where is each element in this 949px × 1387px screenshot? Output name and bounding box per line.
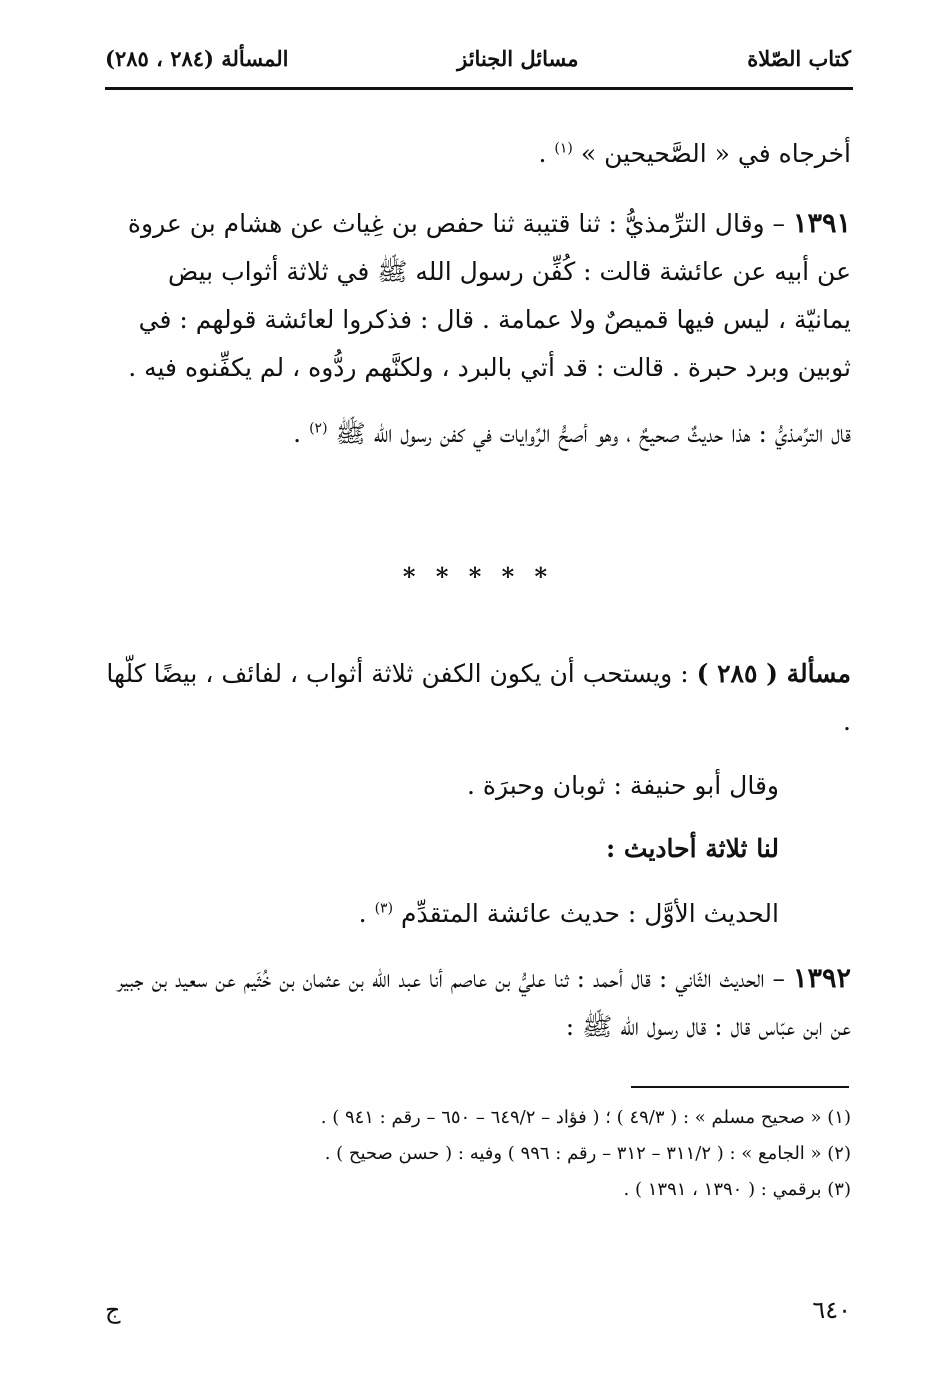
tirmidhi-end: . — [293, 419, 310, 448]
hadith-number-1392: ١٣٩٢ — [792, 963, 851, 994]
first-hadith-text: الحديث الأوَّل : حديث عائشة المتقدِّم — [400, 899, 779, 928]
paragraph-abu-hanifa — [105, 762, 851, 810]
paragraph-tirmidhi — [105, 410, 851, 458]
akhrajah-end: . — [538, 139, 555, 168]
paragraph-akhrajah — [105, 130, 851, 178]
page-footer — [105, 1290, 851, 1330]
first-hadith-end: . — [358, 899, 375, 928]
footnote-ref-2: (٢) — [309, 420, 328, 437]
page-number: ٦٤٠ — [812, 1296, 851, 1324]
section-separator: * * * * * — [402, 562, 554, 591]
footnote-2: (٢) « الجامع » : ( ٣١١/٢ – ٣١٢ – رقم : ٩٩٦ ) وفيه : ( حسن صحيح ) . — [324, 1143, 851, 1164]
header-issue-range: المسألة (٢٨٤ ، ٢٨٥) — [105, 45, 289, 71]
running-header — [105, 38, 851, 78]
hadith-1391 — [105, 200, 851, 392]
header-book-title: كتاب الصّلاة — [747, 45, 851, 71]
header-divider — [105, 87, 853, 90]
paragraph-three-hadiths — [105, 825, 851, 873]
issue-285-text: : ويستحب أن يكون الكفن ثلاثة أثواب ، لفائف ، بيضًا كلّها . — [106, 659, 851, 736]
footnote-ref-3: (٣) — [374, 900, 394, 917]
issue-285-label: مسألة ( ٢٨٥ ) — [696, 659, 851, 688]
hadith-1392-text: – الحديث الثّاني : قال أحمد : ثنا عليُّ بن عاصم أنا عبد الله بن عثمان بن خُثَيم عن سعيد بن جبير عن ابن عبّاس قال : قال رسول الله ﷺ : — [117, 964, 851, 1041]
hadith-1391-text: – وقال الترِّمذيُّ : ثنا قتيبة ثنا حفص بن غِياث عن هشام بن عروة عن أبيه عن عائشة قالت : كُفِّن رسول الله ﷺ في ثلاثة أثواب بيض يمانيّة ، ليس فيها قميصٌ ولا عمامة . قال : فذكروا لعائشة قولهم : في ثوبين وبرد حبرة . قالت : قد أتي بالبرد ، ولكنَّهم ردُّوه ، لم يكفِّنوه فيه . — [127, 209, 851, 382]
akhrajah-text: أخرجاه في « الصَّحيحين » — [580, 139, 851, 168]
footnote-1: (١) « صحيح مسلم » : ( ٤٩/٣ ) ؛ ( فؤاد – ٦٤٩/٢ – ٦٥٠ – رقم : ٩٤١ ) . — [320, 1107, 851, 1128]
paragraph-first-hadith — [105, 890, 851, 938]
tirmidhi-text: قال الترِّمذيُّ : هذا حديثٌ صحيحٌ ، وهو أصحُّ الرِّوايات في كفن رسول الله ﷺ — [335, 419, 851, 448]
signature-mark: ج — [105, 1296, 121, 1324]
footnote-3: (٣) برقمي : ( ١٣٩٠ ، ١٣٩١ ) . — [623, 1179, 851, 1200]
issue-285 — [105, 650, 851, 746]
footnotes — [105, 1100, 851, 1208]
abu-hanifa-text: وقال أبو حنيفة : ثوبان وحبرَة . — [466, 771, 779, 800]
hadith-number-1391: ١٣٩١ — [792, 208, 851, 239]
hadith-1392 — [105, 955, 851, 1051]
footnote-ref-1: (١) — [554, 140, 573, 157]
three-hadiths-text: لنا ثلاثة أحاديث : — [605, 834, 779, 863]
footnote-divider — [631, 1086, 849, 1088]
header-chapter-title: مسائل الجنائز — [457, 45, 579, 71]
